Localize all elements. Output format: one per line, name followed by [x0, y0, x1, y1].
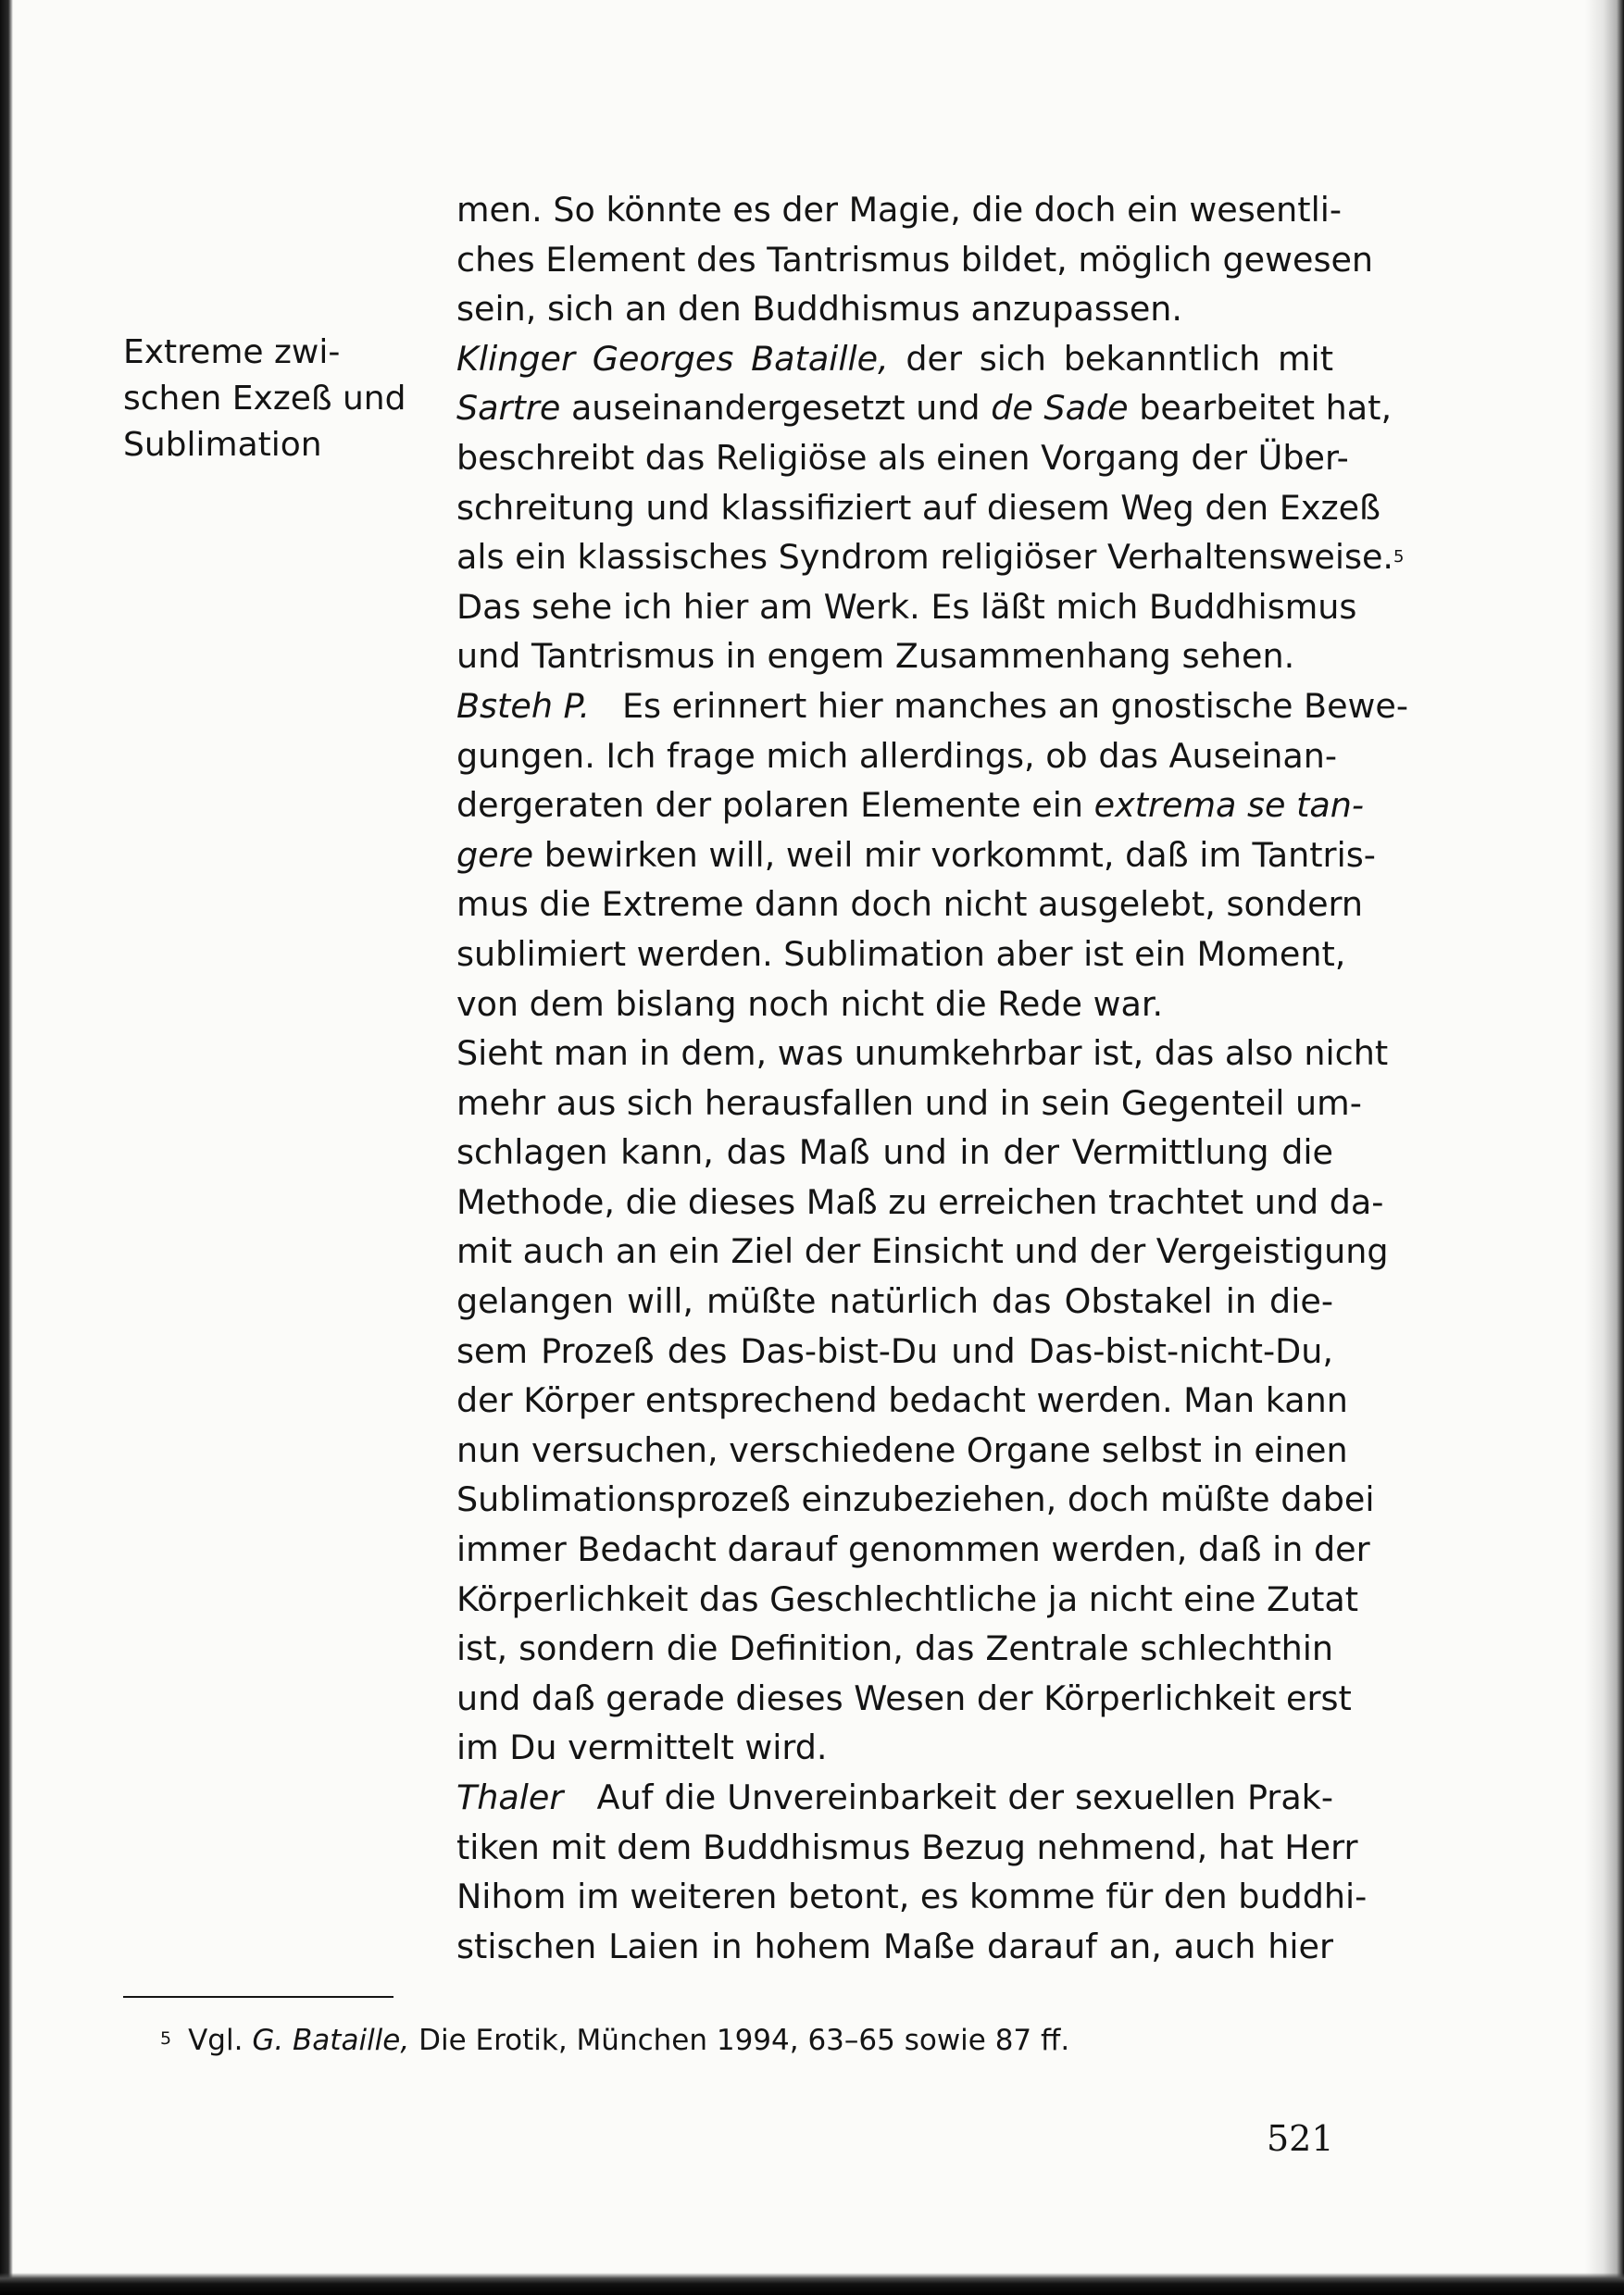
text-line: gelangen will, müßte natürlich das Obstakel in die- [456, 1281, 1333, 1322]
text-line: dergeraten der polaren Elemente ein extrema se tan- [456, 785, 1365, 826]
latin-phrase: extrema se tan- [1093, 785, 1365, 826]
cited-name: Sartre [456, 388, 561, 429]
latin-phrase: gere [456, 834, 534, 875]
text-line: beschreibt das Religiöse als einen Vorgang der Über- [456, 437, 1349, 478]
text-line: stischen Laien in hohem Maße darauf an, auch hier [456, 1926, 1333, 1966]
margin-note [123, 330, 429, 468]
text-line: Sublimationsprozeß einzubeziehen, doch müßte dabei [456, 1479, 1375, 1520]
text-line: gere bewirken will, weil mir vorkommt, daß im Tantris- [456, 834, 1376, 875]
text-line: schreitung und klassifiziert auf diesem Weg den Exzeß [456, 487, 1381, 528]
text-line: mus die Extreme dann doch nicht ausgelebt, sondern [456, 884, 1364, 925]
text-line: Thaler Auf die Unvereinbarkeit der sexuellen Prak- [456, 1777, 1333, 1817]
margin-note-line: Sublimation [123, 426, 322, 464]
text-line: mit auch an ein Ziel der Einsicht und der Vergeistigung [456, 1231, 1389, 1272]
page-number: 521 [1267, 2118, 1334, 2159]
text-line: nun versuchen, verschiedene Organe selbst in einen [456, 1429, 1348, 1470]
text-line: mehr aus sich herausfallen und in sein Gegenteil um- [456, 1082, 1362, 1123]
text-line: sem Prozeß des Das-bist-Du und Das-bist-nicht-Du, [456, 1330, 1333, 1371]
text-line: gungen. Ich frage mich allerdings, ob das Auseinan- [456, 735, 1337, 776]
footnote: $^5$ Vgl. G. Bataille, Die Erotik, München 1994, 63–65 sowie 87 ff. [160, 2024, 1070, 2057]
text-line: Nihom im weiteren betont, es komme für den buddhi- [456, 1877, 1368, 1917]
text-line: sublimiert werden. Sublimation aber ist ein Moment, [456, 933, 1346, 974]
text-line: Klinger Georges Bataille, der sich bekanntlich mit [456, 338, 1334, 379]
text-line: ches Element des Tantrismus bildet, möglich gewesen [456, 239, 1374, 280]
text-line: im Du vermittelt wird. [456, 1727, 828, 1768]
text-line: und daß gerade dieses Wesen der Körperlichkeit erst [456, 1678, 1352, 1718]
margin-note-line: schen Exzeß und [123, 380, 406, 418]
text-line: Sieht man in dem, was unumkehrbar ist, das also nicht [456, 1033, 1389, 1074]
text-line: der Körper entsprechend bedacht werden. Man kann [456, 1380, 1348, 1421]
text-line: sein, sich an den Buddhismus anzupassen. [456, 289, 1183, 330]
footnote-rule [123, 1996, 394, 1998]
text-line: immer Bedacht darauf genommen werden, daß in der [456, 1529, 1370, 1570]
main-text [456, 185, 1409, 1971]
text-line: von dem bislang noch nicht die Rede war. [456, 983, 1164, 1024]
text-line: als ein klassisches Syndrom religiöser Verhaltensweise.$^5$ [456, 537, 1405, 578]
text-line: Methode, die dieses Maß zu erreichen trachtet und da- [456, 1181, 1384, 1222]
scan-edge-right [1585, 0, 1624, 2295]
margin-note-line: Extreme zwi- [123, 333, 341, 371]
footnote-number: 5 [160, 2028, 172, 2049]
text-line: men. So könnte es der Magie, die doch ein wesentli- [456, 190, 1343, 230]
text-line: tiken mit dem Buddhismus Bezug nehmend, hat Herr [456, 1827, 1358, 1867]
text-line: schlagen kann, das Maß und in der Vermittlung die [456, 1132, 1333, 1173]
text-line: Das sehe ich hier am Werk. Es läßt mich Buddhismus [456, 586, 1357, 627]
text-line: Körperlichkeit das Geschlechtliche ja nicht eine Zutat [456, 1578, 1359, 1619]
speaker-name: Bsteh P. [456, 685, 591, 726]
footnote-reference: 5 [1393, 547, 1405, 568]
speaker-name: Klinger [456, 338, 575, 379]
cited-name: Georges Bataille, [592, 338, 889, 379]
footnote-author: G. Bataille, [252, 2024, 410, 2057]
scan-edge-bottom [0, 2273, 1624, 2295]
text-line: Bsteh P. Es erinnert hier manches an gnostische Bewe- [456, 685, 1409, 726]
scan-edge-left [0, 0, 13, 2295]
cited-name: de Sade [991, 388, 1129, 429]
text-line: ist, sondern die Definition, das Zentrale schlechthin [456, 1628, 1333, 1669]
speaker-name: Thaler [456, 1777, 564, 1817]
text-line: Sartre auseinandergesetzt und de Sade bearbeitet hat, [456, 388, 1393, 429]
text-line: und Tantrismus in engem Zusammenhang sehen. [456, 636, 1295, 677]
